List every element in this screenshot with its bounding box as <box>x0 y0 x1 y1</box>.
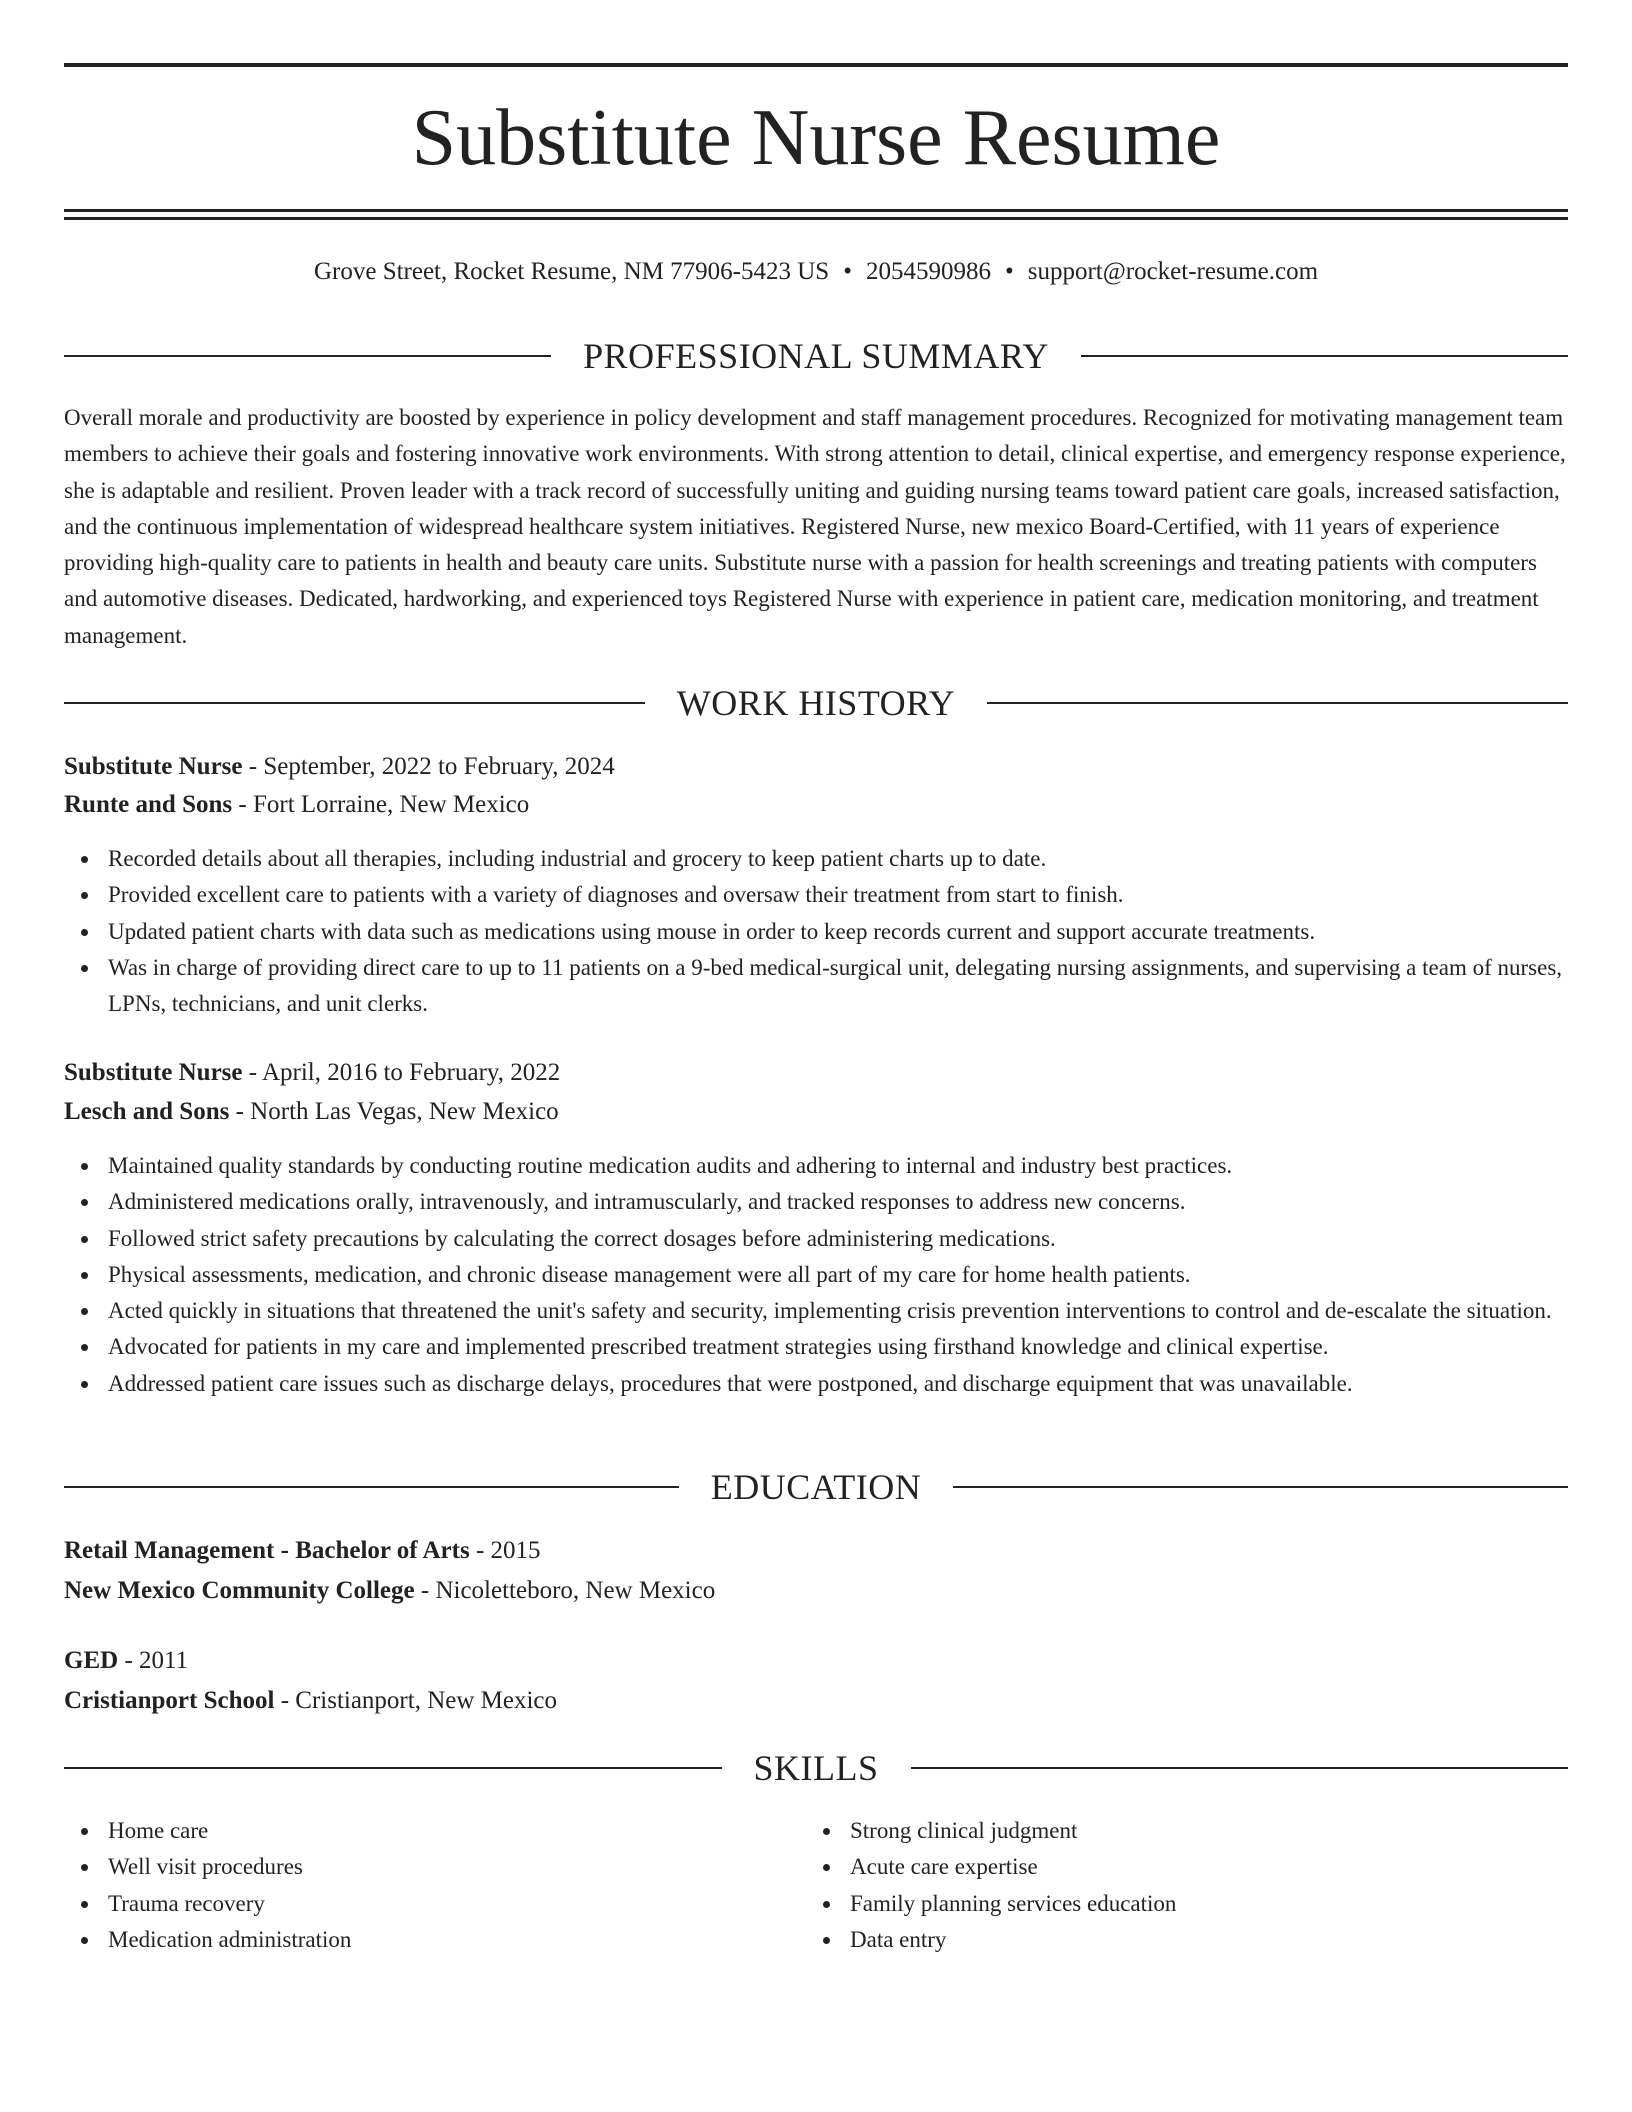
education-location: - Cristianport, New Mexico <box>274 1687 558 1714</box>
divider <box>987 702 1568 704</box>
job-company-line <box>64 787 529 823</box>
title-rule-lower <box>64 217 1568 220</box>
section-title: EDUCATION <box>710 1467 922 1507</box>
contact-email: support@rocket-resume.com <box>1027 258 1319 285</box>
list-item: Administered medications orally, intravenously, and intramuscularly, and tracked responses to address new concerns. <box>108 1184 1568 1220</box>
education-school: Cristianport School <box>64 1687 275 1714</box>
job-bullets <box>64 1148 1568 1402</box>
education-year: - 2011 <box>118 1647 189 1674</box>
job-title-line <box>64 1055 560 1091</box>
list-item: Acute care expertise <box>850 1849 1632 1885</box>
list-item: Strong clinical judgment <box>850 1813 1632 1849</box>
divider <box>64 1486 679 1488</box>
education-school-line <box>64 1573 715 1609</box>
job-bullets <box>64 841 1568 1022</box>
education-degree: GED <box>64 1647 119 1674</box>
list-item: Physical assessments, medication, and chronic disease management were all part of my care for home health patients. <box>108 1257 1568 1293</box>
section-header-work <box>64 680 1568 726</box>
section-header-skills <box>64 1745 1568 1791</box>
education-year: - 2015 <box>469 1537 541 1564</box>
education-degree-line <box>64 1643 188 1679</box>
summary-text: Overall morale and productivity are boosted by experience in policy development and staff management procedures. Recognized for motivating management team members to achieve their goals and fostering innovative work environments. With strong attention to detail, clinical expertise, and emergency response experience, she is adaptable and resilient. Proven leader with a track record of successfully uniting and guiding nursing teams toward patient care goals, increased satisfaction, and the continuous implementation of widespread healthcare system initiatives. Registered Nurse, new mexico Board-Certified, with 11 years of experience providing high-quality care to patients in health and beauty care units. Substitute nurse with a passion for health screenings and treating patients with computers and automotive diseases. Dedicated, hardworking, and experienced toys Registered Nurse with experience in patient care, medication monitoring, and treatment management. <box>64 405 1566 648</box>
contact-line <box>64 254 1568 290</box>
job-dates: - September, 2022 to February, 2024 <box>242 753 615 780</box>
section-title: WORK HISTORY <box>676 683 956 723</box>
page-title: Substitute Nurse Resume <box>411 94 1221 182</box>
job-company: Lesch and Sons <box>64 1098 230 1125</box>
job-title: Substitute Nurse <box>64 1059 243 1086</box>
job-location: - North Las Vegas, New Mexico <box>229 1098 559 1125</box>
job-company: Runte and Sons <box>64 791 233 818</box>
divider <box>64 702 645 704</box>
list-item: Advocated for patients in my care and implemented prescribed treatment strategies using firsthand knowledge and clinical expertise. <box>108 1329 1568 1365</box>
list-item: Provided excellent care to patients with a variety of diagnoses and oversaw their treatment from start to finish. <box>108 877 1568 913</box>
section-header-summary <box>64 333 1568 379</box>
education-location: - Nicoletteboro, New Mexico <box>414 1577 716 1604</box>
section-header-education <box>64 1464 1568 1510</box>
list-item: Acted quickly in situations that threatened the unit's safety and security, implementing crisis prevention interventions to control and de-escalate the situation. <box>108 1293 1568 1329</box>
title-rule-upper <box>64 209 1568 212</box>
list-item: Recorded details about all therapies, including industrial and grocery to keep patient charts up to date. <box>108 841 1568 877</box>
job-title-line <box>64 749 615 785</box>
list-item: Updated patient charts with data such as medications using mouse in order to keep records current and support accurate treatments. <box>108 914 1568 950</box>
list-item: Well visit procedures <box>108 1849 1568 1885</box>
list-item: Followed strict safety precautions by calculating the correct dosages before administering medications. <box>108 1221 1568 1257</box>
education-school: New Mexico Community College <box>64 1577 415 1604</box>
job-title: Substitute Nurse <box>64 753 243 780</box>
section-title: PROFESSIONAL SUMMARY <box>583 336 1049 376</box>
job-dates: - April, 2016 to February, 2022 <box>242 1059 561 1086</box>
top-rule <box>64 63 1568 67</box>
contact-phone: 2054590986 <box>865 258 991 285</box>
list-item: Trauma recovery <box>108 1886 1568 1922</box>
contact-separator: • <box>1004 258 1014 285</box>
list-item: Addressed patient care issues such as discharge delays, procedures that were postponed, and discharge equipment that was unavailable. <box>108 1366 1568 1402</box>
list-item: Home care <box>108 1813 1568 1849</box>
contact-address: Grove Street, Rocket Resume, NM 77906-5423 US <box>313 258 830 285</box>
divider <box>64 1767 722 1769</box>
divider <box>911 1767 1569 1769</box>
list-item: Medication administration <box>108 1922 1568 1958</box>
divider <box>64 355 551 357</box>
skills-list-right <box>806 1813 1632 1958</box>
job-location: - Fort Lorraine, New Mexico <box>232 791 530 818</box>
divider <box>1081 355 1568 357</box>
education-degree-line <box>64 1533 541 1569</box>
contact-separator: • <box>843 258 852 285</box>
list-item: Family planning services education <box>850 1886 1632 1922</box>
list-item: Was in charge of providing direct care to up to 11 patients on a 9-bed medical-surgical unit, delegating nursing assignments, and supervising a team of nurses, LPNs, technicians, and unit clerks. <box>108 950 1568 1023</box>
list-item: Data entry <box>850 1922 1632 1958</box>
divider <box>953 1486 1568 1488</box>
section-title: SKILLS <box>753 1748 879 1788</box>
education-school-line <box>64 1683 557 1719</box>
job-company-line <box>64 1094 559 1130</box>
list-item: Maintained quality standards by conducting routine medication audits and adhering to internal and industry best practices. <box>108 1148 1568 1184</box>
education-degree: Retail Management - Bachelor of Arts <box>64 1537 470 1564</box>
